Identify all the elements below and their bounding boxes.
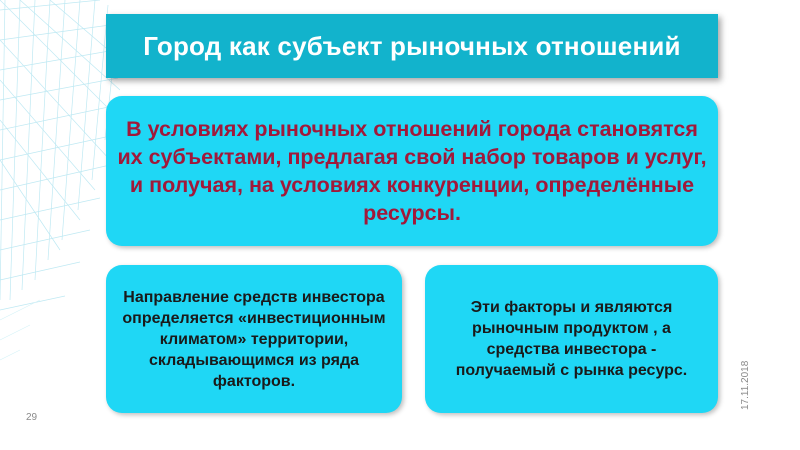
main-statement-box — [106, 96, 718, 246]
right-info-box — [425, 265, 718, 413]
left-info-text: Направление средств инвестора определяется «инвестиционным климатом» территории, складывающимся из ряда факторов. — [122, 288, 386, 390]
slide-title: Город как субъект рыночных отношений — [143, 30, 681, 61]
right-info-text: Эти факторы и являются рыночным продуктом , а средства инвестора - получаемый с рынка ресурс. — [455, 299, 688, 379]
decorative-grid-pattern — [0, 0, 120, 450]
slide-title-bar — [106, 14, 718, 78]
left-info-box — [106, 265, 402, 413]
slide-date: 17.11.2018 — [740, 360, 751, 410]
main-statement-text: В условиях рыночных отношений города становятся их субъектами, предлагая свой набор товаров и услуг, и получая, на условиях конкуренции, определённые ресурсы. — [117, 117, 707, 225]
page-number: 29 — [26, 412, 38, 423]
